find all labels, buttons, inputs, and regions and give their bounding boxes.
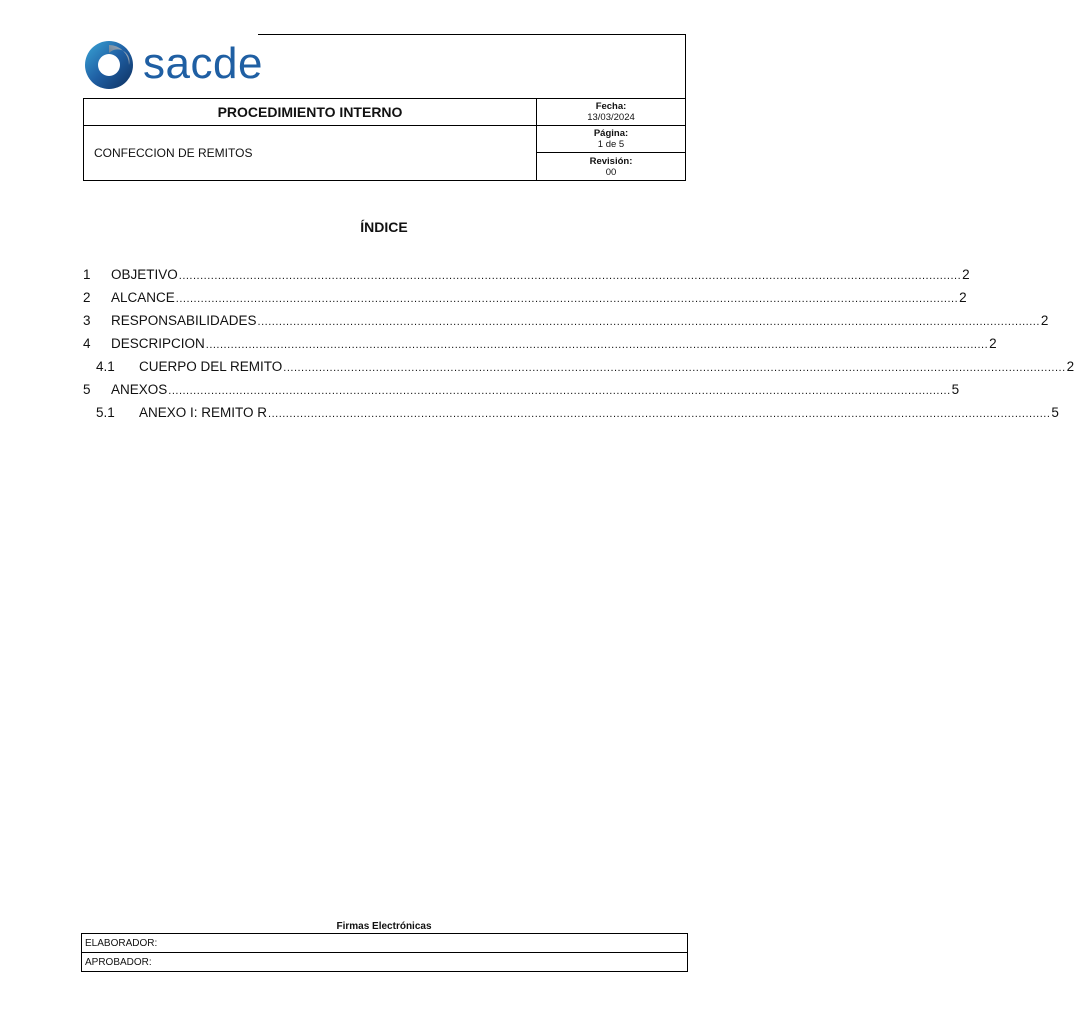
sacde-ring-logo-icon <box>83 39 135 91</box>
signatures-table <box>81 933 688 972</box>
pagina-value: 1 de 5 <box>597 139 625 150</box>
toc-leader: ............................................................................................................................................................................................................................ <box>175 293 959 305</box>
toc-leader: ............................................................................................................................................................................................................................ <box>178 270 962 282</box>
toc-leader: ............................................................................................................................................................................................................................ <box>168 385 951 397</box>
signatures-title: Firmas Electrónicas <box>336 921 432 932</box>
toc-entry[interactable] <box>83 382 960 405</box>
toc-label: OBJETIVO <box>111 267 178 282</box>
toc-entry[interactable] <box>83 313 1049 336</box>
logo-text: sacde <box>143 39 263 88</box>
table-of-contents <box>83 267 1074 428</box>
toc-entry[interactable] <box>83 290 967 313</box>
toc-page: 2 <box>1066 359 1074 374</box>
fecha-cell <box>537 99 685 126</box>
toc-label: ANEXO I: REMITO R <box>139 405 268 420</box>
toc-page: 5 <box>951 382 960 397</box>
revision-value: 00 <box>605 166 617 178</box>
toc-label: CUERPO DEL REMITO <box>139 359 283 374</box>
fecha-value: 13/03/2024 <box>587 112 635 123</box>
toc-number: 5 <box>83 382 91 397</box>
toc-leader: ............................................................................................................................................................................................................................ <box>268 408 1051 420</box>
toc-page: 2 <box>959 290 967 305</box>
pagina-label: Página: <box>593 128 629 139</box>
toc-leader: ............................................................................................................................................................................................................................ <box>205 339 989 351</box>
toc-page: 2 <box>1040 313 1049 328</box>
toc-label: ANEXOS <box>111 382 168 397</box>
toc-entry[interactable] <box>83 267 970 290</box>
logo-row <box>83 34 686 98</box>
toc-number: 4.1 <box>96 359 115 374</box>
toc-number: 2 <box>83 290 91 305</box>
fecha-label: Fecha: <box>595 101 627 112</box>
revision-label: Revisión: <box>589 155 633 167</box>
toc-entry[interactable] <box>83 336 997 359</box>
toc-entry[interactable] <box>83 405 1059 428</box>
page-title: PROCEDIMIENTO INTERNO <box>84 99 537 126</box>
aprobador-row: APROBADOR: <box>82 952 687 971</box>
toc-label: RESPONSABILIDADES <box>111 313 257 328</box>
toc-leader: ............................................................................................................................................................................................................................ <box>257 316 1040 328</box>
toc-page: 2 <box>962 267 970 282</box>
document-header <box>83 34 686 181</box>
toc-page: 2 <box>989 336 997 351</box>
revision-cell <box>537 153 685 180</box>
elaborador-row: ELABORADOR: <box>85 937 158 949</box>
toc-leader: ............................................................................................................................................................................................................................ <box>283 362 1066 374</box>
toc-page: 5 <box>1051 405 1059 420</box>
toc-entry[interactable] <box>83 359 1074 382</box>
index-title: ÍNDICE <box>360 219 408 235</box>
header-table <box>83 98 686 181</box>
pagina-cell <box>537 126 685 153</box>
toc-number: 4 <box>83 336 91 351</box>
toc-label: DESCRIPCION <box>111 336 205 351</box>
toc-number: 1 <box>83 267 91 282</box>
toc-number: 3 <box>83 313 91 328</box>
toc-label: ALCANCE <box>111 290 175 305</box>
toc-number: 5.1 <box>96 405 115 420</box>
document-subject: CONFECCION DE REMITOS <box>84 126 537 180</box>
